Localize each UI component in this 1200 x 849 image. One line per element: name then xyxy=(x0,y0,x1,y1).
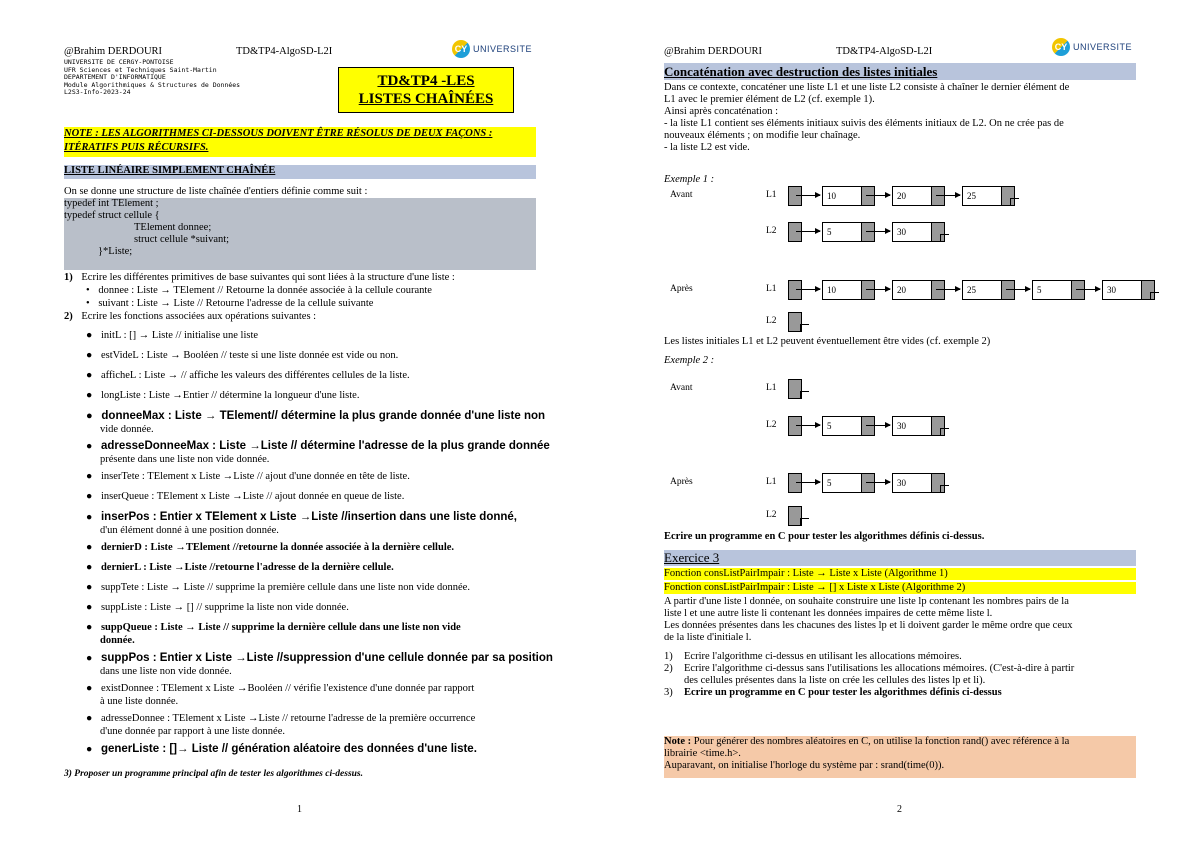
q2-item-text: generListe : []→ Liste // génération aléatoire des données d'une liste. xyxy=(100,743,477,755)
q2-item: ● suppTete : Liste → Liste // supprime la première cellule dans une liste non vide donnée. xyxy=(86,582,470,593)
list-head-pointer xyxy=(788,473,802,493)
node-value: 5 xyxy=(827,421,832,431)
node-value: 25 xyxy=(967,285,976,295)
null-terminator xyxy=(1150,292,1159,299)
apres-label: Après xyxy=(670,284,693,294)
q2-item-text: estVideL : Liste → Booléen // teste si une liste donnée est vide ou non. xyxy=(100,350,399,361)
item-text: Ecrire l'algorithme ci-dessus sans l'utilisations les allocations mémoires. (C'est-à-dire à partir xyxy=(684,663,1075,674)
node-value: 10 xyxy=(827,285,836,295)
para-line: - la liste L2 est vide. xyxy=(664,142,750,153)
test-program-instruction: Ecrire un programme en C pour tester les algorithmes définis ci-dessus. xyxy=(664,531,985,542)
node-value: 5 xyxy=(827,478,832,488)
q2-item: ● existDonnee : TElement x Liste →Booléen // vérifie l'existence d'une donnée par rapport xyxy=(86,683,475,694)
q2-item-text: dernierL : Liste →Liste //retourne l'adresse de la dernière cellule. xyxy=(100,562,394,573)
exercise-item xyxy=(664,687,1074,699)
q1-item-text: suivant : Liste → Liste // Retourne l'adresse de la cellule suivante xyxy=(98,298,374,309)
list-head-pointer xyxy=(788,416,802,436)
para-line: de la liste d'initiale l. xyxy=(664,632,752,643)
l2-label: L2 xyxy=(766,226,777,236)
question-number: 2) xyxy=(64,311,73,322)
q2-item: ● adresseDonneeMax : Liste →Liste // détermine l'adresse de la plus grande donnée xyxy=(86,440,550,452)
logo-text: UNIVERSITE xyxy=(473,44,533,54)
institution-block xyxy=(64,59,240,97)
note-label: Note : xyxy=(664,736,692,747)
note-text: Pour générer des nombres aléatoires en C, on utilise la fonction rand() avec référence à la xyxy=(693,736,1070,747)
q2-item-cont: donnée. xyxy=(100,635,135,646)
question-2 xyxy=(64,311,316,323)
pointer-arrow xyxy=(866,289,890,290)
exercise-3-paragraph xyxy=(664,596,1073,644)
q2-item: ● generListe : []→ Liste // génération aléatoire des données d'une liste. xyxy=(86,743,477,755)
pointer-arrow xyxy=(796,231,820,232)
q2-item: ● inserTete : TElement x Liste →Liste // ajout d'une donnée en tête de liste. xyxy=(86,471,410,482)
item-text: Ecrire l'algorithme ci-dessus en utilisant les allocations mémoires. xyxy=(684,651,962,662)
empty-lists-note: Les listes initiales L1 et L2 peuvent éventuellement être vides (cf. exemple 2) xyxy=(664,336,991,347)
example-2-label: Exemple 2 : xyxy=(664,355,715,366)
node-value: 20 xyxy=(897,285,906,295)
q2-item-text: afficheL : Liste → // affiche les valeurs des différentes cellules de la liste. xyxy=(100,370,410,381)
item-number: 2) xyxy=(664,663,673,674)
q2-item: ● adresseDonnee : TElement x Liste →Liste // retourne l'adresse de la première occurrence xyxy=(86,713,476,724)
pointer-arrow xyxy=(796,482,820,483)
question-number: 1) xyxy=(64,272,73,283)
page-2 xyxy=(600,0,1200,849)
note-text: NOTE : LES ALGORITHMES CI-DESSOUS DOIVENT ÊTRE RÉSOLUS DE DEUX FAÇONS : ITÉRATIFS PUIS RÉCURSIFS. xyxy=(64,128,493,153)
pointer-arrow xyxy=(866,195,890,196)
l1-label: L1 xyxy=(766,477,777,487)
exercise-item xyxy=(664,675,1074,687)
pointer-arrow xyxy=(936,195,960,196)
node-pointer xyxy=(931,281,944,299)
course-code: TD&TP4-AlgoSD-L2I xyxy=(236,46,333,57)
q2-item-text: suppListe : Liste → [] // supprime la liste non vide donnée. xyxy=(100,602,349,613)
title-text: TD&TP4 -LES LISTES CHAÎNÉES xyxy=(358,73,494,107)
q1-item-text: donnee : Liste → TElement // Retourne la donnée associée à la cellule courante xyxy=(98,285,432,296)
avant-label: Avant xyxy=(670,383,693,393)
q2-item-text: adresseDonnee : TElement x Liste →Liste // retourne l'adresse de la première occurrence xyxy=(100,713,476,724)
course-code: TD&TP4-AlgoSD-L2I xyxy=(836,46,933,57)
q2-item: ● longListe : Liste →Entier // détermine la longueur d'une liste. xyxy=(86,390,360,401)
q2-item-text: adresseDonneeMax : Liste →Liste // détermine l'adresse de la plus grande donnée xyxy=(100,440,550,452)
institution-line: UFR Sciences et Techniques Saint-Martin xyxy=(64,65,217,74)
exercise-3-header xyxy=(664,550,1136,566)
list-node xyxy=(822,473,875,493)
null-terminator xyxy=(940,485,949,492)
exercise-3-items xyxy=(664,651,1074,699)
institution-line: UNIVERSITE DE CERGY-PONTOISE xyxy=(64,58,174,66)
para-line: Dans ce contexte, concaténer une liste L1 et une liste L2 consiste à chaîner le dernier élément de xyxy=(664,82,1070,93)
page-number: 1 xyxy=(297,804,302,815)
q2-item-text: inserQueue : TElement x Liste →Liste // ajout donnée en queue de liste. xyxy=(100,491,405,502)
q2-item: ● estVideL : Liste → Booléen // teste si une liste donnée est vide ou non. xyxy=(86,350,399,361)
l1-label: L1 xyxy=(766,383,777,393)
para-line: L1 avec le premier élément de L2 (cf. exemple 1). xyxy=(664,94,875,105)
q2-item-cont: présente dans une liste non vide donnée. xyxy=(100,454,270,465)
note-banner xyxy=(64,127,536,157)
list-node xyxy=(892,186,945,206)
q2-item: ● suppQueue : Liste → Liste // supprime la dernière cellule dans une liste non vide xyxy=(86,622,461,633)
logo-mark: CY xyxy=(1052,38,1070,56)
item-text: Ecrire un programme en C pour tester les algorithmes définis ci-dessus xyxy=(684,687,1002,698)
apres-label: Après xyxy=(670,477,693,487)
code-line: typedef int TElement ; xyxy=(64,198,159,209)
list-node xyxy=(962,280,1015,300)
node-value: 5 xyxy=(827,227,832,237)
item-text: des cellules présentes dans la liste on crée les cellules des listes lp et li). xyxy=(684,675,986,686)
q2-item: ● suppPos : Entier x Liste →Liste //suppression d'une cellule donnée par sa position xyxy=(86,652,553,664)
node-pointer xyxy=(861,281,874,299)
function-signature-2: Fonction consListPairImpair : Liste → [] x Liste x Liste (Algorithme 2) xyxy=(664,582,1136,594)
pointer-arrow xyxy=(866,231,890,232)
q2-item-text: initL : [] → Liste // initialise une liste xyxy=(100,330,259,341)
node-pointer xyxy=(861,474,874,492)
para-line: liste l et une autre liste li contenant les données impaires de cette même liste l. xyxy=(664,608,993,619)
para-line: A partir d'une liste l donnée, on souhaite construire une liste lp contenant les nombres pairs de la xyxy=(664,596,1069,607)
para-line: - la liste L1 contient ses éléments initiaux suivis des éléments initiaux de L2. On ne crée pas de xyxy=(664,118,1064,129)
author: @Brahim DERDOURI xyxy=(64,46,163,57)
pointer-arrow xyxy=(796,425,820,426)
q2-item: ● dernierD : Liste →TElement //retourne la donnée associée à la dernière cellule. xyxy=(86,542,455,553)
pointer-arrow xyxy=(936,289,960,290)
institution-line: DEPARTEMENT D'INFORMATIQUE xyxy=(64,73,166,81)
example-1-label: Exemple 1 : xyxy=(664,174,715,185)
null-terminator xyxy=(800,324,809,331)
q2-item-cont: vide donnée. xyxy=(100,424,154,435)
q2-item-cont: à une liste donnée. xyxy=(100,696,179,707)
q2-item: ● afficheL : Liste → // affiche les valeurs des différentes cellules de la liste. xyxy=(86,370,410,381)
university-logo xyxy=(452,40,532,58)
null-terminator xyxy=(940,234,949,241)
exercise-3-title: Exercice 3 xyxy=(664,550,720,565)
item-number: 1) xyxy=(664,651,673,662)
q2-item-text: inserTete : TElement x Liste →Liste // ajout d'une donnée en tête de liste. xyxy=(100,471,410,482)
item-number: 3) xyxy=(664,687,673,698)
list-node xyxy=(892,416,945,436)
q2-item-text: existDonnee : TElement x Liste →Booléen // vérifie l'existence d'une donnée par rapport xyxy=(100,683,475,694)
pointer-arrow xyxy=(796,289,820,290)
code-line: typedef struct cellule { xyxy=(64,210,160,221)
q2-list xyxy=(86,330,553,757)
q2-item: ● initL : [] → Liste // initialise une liste xyxy=(86,330,259,341)
node-pointer xyxy=(861,417,874,435)
node-pointer xyxy=(861,223,874,241)
null-terminator xyxy=(800,391,809,398)
institution-line: L2S3-Info-2023-24 xyxy=(64,88,131,96)
node-value: 30 xyxy=(897,478,906,488)
q1-item: • donnee : Liste → TElement // Retourne la donnée associée à la cellule courante xyxy=(86,285,432,296)
list-node xyxy=(822,280,875,300)
l1-label: L1 xyxy=(766,190,777,200)
node-value: 5 xyxy=(1037,285,1042,295)
pointer-arrow xyxy=(866,482,890,483)
l2-label: L2 xyxy=(766,420,777,430)
section-header xyxy=(664,63,1136,80)
pointer-arrow xyxy=(796,195,820,196)
q2-item-text: inserPos : Entier x TElement x Liste →Liste //insertion dans une liste donné, xyxy=(100,511,517,523)
function-signature-1: Fonction consListPairImpair : Liste → Liste x Liste (Algorithme 1) xyxy=(664,568,1136,580)
para-line: nouveaux éléments ; on modifie leur chaînage. xyxy=(664,130,861,141)
q1-item: • suivant : Liste → Liste // Retourne l'adresse de la cellule suivante xyxy=(86,298,374,309)
q2-item: ● inserPos : Entier x TElement x Liste →Liste //insertion dans une liste donné, xyxy=(86,511,517,523)
avant-label: Avant xyxy=(670,190,693,200)
pointer-arrow xyxy=(1006,289,1030,290)
author: @Brahim DERDOURI xyxy=(664,46,763,57)
para-line: Ainsi après concaténation : xyxy=(664,106,779,117)
logo-mark: CY xyxy=(452,40,470,58)
pointer-arrow xyxy=(1076,289,1100,290)
q2-item-cont: d'un élément donné à une position donnée. xyxy=(100,525,279,536)
q2-item-text: suppTete : Liste → Liste // supprime la première cellule dans une liste non vide donnée. xyxy=(100,582,470,593)
l2-label: L2 xyxy=(766,510,777,520)
node-pointer xyxy=(1001,281,1014,299)
random-note-box xyxy=(664,736,1136,778)
node-value: 30 xyxy=(897,421,906,431)
list-head-pointer xyxy=(788,222,802,242)
university-logo xyxy=(1052,38,1132,56)
q2-item-cont: dans une liste non vide donnée. xyxy=(100,666,232,677)
para-line: Les données présentes dans les chacunes des listes lp et li doivent garder le même ordre que ceux xyxy=(664,620,1073,631)
null-terminator xyxy=(940,428,949,435)
code-line: }*Liste; xyxy=(98,246,133,257)
list-node xyxy=(892,280,945,300)
list-node xyxy=(822,416,875,436)
list-node xyxy=(822,186,875,206)
list-node xyxy=(822,222,875,242)
node-value: 20 xyxy=(897,191,906,201)
q2-item-text: dernierD : Liste →TElement //retourne la donnée associée à la dernière cellule. xyxy=(100,542,455,553)
note-line xyxy=(664,736,1136,748)
q2-item-text: suppQueue : Liste → Liste // supprime la dernière cellule dans une liste non vide xyxy=(100,622,461,633)
q2-item-text: longListe : Liste →Entier // détermine la longueur d'une liste. xyxy=(100,390,360,401)
q2-item: ● inserQueue : TElement x Liste →Liste // ajout donnée en queue de liste. xyxy=(86,491,405,502)
node-value: 30 xyxy=(897,227,906,237)
node-pointer xyxy=(1071,281,1084,299)
exercise-item xyxy=(664,651,1074,663)
null-terminator xyxy=(800,518,809,525)
logo-text: UNIVERSITE xyxy=(1073,42,1133,52)
code-line: TElement donnee; xyxy=(134,222,212,233)
question-3: 3) Proposer un programme principal afin de tester les algorithmes ci-dessus. xyxy=(64,769,363,779)
l2-label: L2 xyxy=(766,316,777,326)
null-terminator xyxy=(1010,198,1019,205)
document-title xyxy=(338,67,514,113)
exercise-item xyxy=(664,663,1074,675)
list-node xyxy=(892,473,945,493)
list-head-pointer xyxy=(788,280,802,300)
q2-item: ● dernierL : Liste →Liste //retourne l'adresse de la dernière cellule. xyxy=(86,562,394,573)
page-number: 2 xyxy=(897,804,902,815)
pointer-arrow xyxy=(866,425,890,426)
node-pointer xyxy=(931,187,944,205)
note-text: librairie <time.h>. xyxy=(664,748,741,759)
q2-item: ● donneeMax : Liste → TElement// détermine la plus grande donnée d'une liste non xyxy=(86,410,546,422)
node-value: 10 xyxy=(827,191,836,201)
section-title: Concaténation avec destruction des listes initiales xyxy=(664,64,938,79)
node-value: 25 xyxy=(967,191,976,201)
list-node xyxy=(1032,280,1085,300)
question-text: Ecrire les fonctions associées aux opérations suivantes : xyxy=(81,311,317,322)
l1-label: L1 xyxy=(766,284,777,294)
q2-item: ● suppListe : Liste → [] // supprime la liste non vide donnée. xyxy=(86,602,349,613)
list-node xyxy=(892,222,945,242)
intro-text: On se donne une structure de liste chaînée d'entiers définie comme suit : xyxy=(64,186,368,197)
question-text: Ecrire les différentes primitives de base suivantes qui sont liées à la structure d'une liste : xyxy=(81,272,455,283)
q2-item-text: suppPos : Entier x Liste →Liste //suppression d'une cellule donnée par sa position xyxy=(100,652,553,664)
concat-paragraph xyxy=(664,82,1069,154)
section-header xyxy=(64,165,536,179)
node-value: 30 xyxy=(1107,285,1116,295)
code-line: struct cellule *suivant; xyxy=(134,234,230,245)
question-1 xyxy=(64,272,455,284)
note-text: Auparavant, on initialise l'horloge du système par : srand(time(0)). xyxy=(664,760,945,771)
institution-line: Module Algorithmiques & Structures de Données xyxy=(64,80,241,89)
list-node xyxy=(1102,280,1155,300)
q2-item-text: donneeMax : Liste → TElement// détermine la plus grande donnée d'une liste non xyxy=(101,410,546,422)
node-pointer xyxy=(861,187,874,205)
code-block xyxy=(64,198,536,270)
list-head-pointer xyxy=(788,186,802,206)
section-title: LISTE LINÉAIRE SIMPLEMENT CHAÎNÉE xyxy=(64,165,276,176)
q2-item-cont: d'une donnée par rapport à une liste donnée. xyxy=(100,726,285,737)
list-node xyxy=(962,186,1015,206)
